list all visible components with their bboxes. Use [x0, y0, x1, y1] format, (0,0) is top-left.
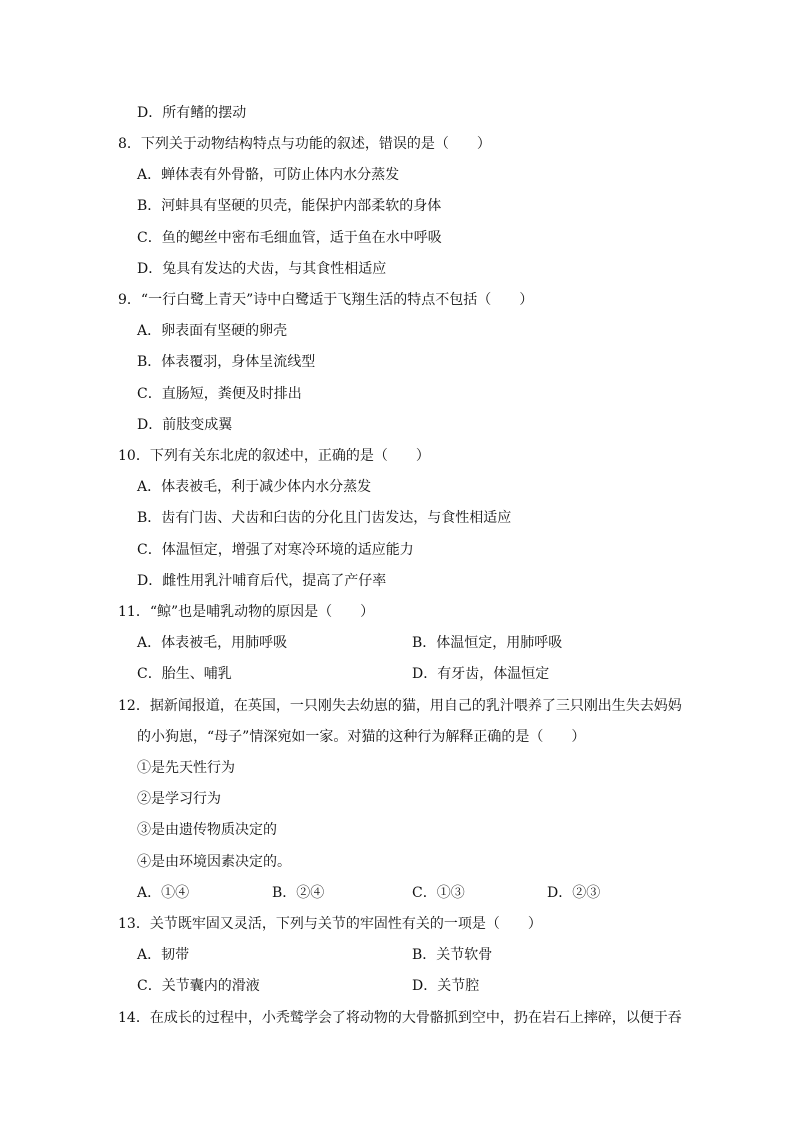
q9-option-c: C．直肠短，粪便及时排出: [137, 386, 302, 402]
q8-option-d: D．兔具有发达的犬齿，与其食性相适应: [137, 261, 387, 277]
q9-option-b: B．体表覆羽，身体呈流线型: [137, 354, 316, 370]
q12-option-d: D．②③: [547, 885, 601, 901]
q12-option-a: A．①④: [137, 885, 190, 901]
q13-option-a: A．韧带: [137, 947, 190, 963]
q12-statement-3: ③是由遗传物质决定的: [137, 822, 277, 838]
q13-option-c: C．关节囊内的滑液: [137, 978, 260, 994]
q8-option-b: B．河蚌具有坚硬的贝壳，能保护内部柔软的身体: [137, 198, 442, 214]
q11-option-d: D．有牙齿，体温恒定: [412, 666, 550, 682]
q10-option-b: B．齿有门齿、犬齿和臼齿的分化且门齿发达，与食性相适应: [137, 510, 512, 526]
q11-stem: 11．“鲸”也是哺乳动物的原因是（ ）: [118, 604, 375, 620]
q8-option-c: C．鱼的鳃丝中密布毛细血管，适于鱼在水中呼吸: [137, 230, 442, 246]
q10-option-d: D．雌性用乳汁哺育后代，提高了产仔率: [137, 573, 387, 589]
q11-option-a: A．体表被毛，用肺呼吸: [137, 635, 288, 651]
q9-option-d: D．前肢变成翼: [137, 417, 233, 433]
q11-option-c: C．胎生、哺乳: [137, 666, 232, 682]
q13-option-b: B．关节软骨: [412, 947, 493, 963]
q13-stem: 13．关节既牢固又灵活，下列与关节的牢固性有关的一项是（ ）: [118, 916, 542, 932]
q7-option-d: D．所有鳍的摆动: [137, 105, 247, 121]
q10-option-a: A．体表被毛，利于减少体内水分蒸发: [137, 479, 372, 495]
q12-statement-1: ①是先天性行为: [137, 760, 235, 776]
q9-option-a: A．卵表面有坚硬的卵壳: [137, 323, 288, 339]
q12-stem-line1: 12．据新闻报道，在英国，一只刚失去幼崽的猫，用自己的乳汁喂养了三只刚出生失去妈妈: [118, 698, 682, 714]
q12-statement-4: ④是由环境因素决定的。: [137, 854, 291, 870]
q8-option-a: A．蝉体表有外骨骼，可防止体内水分蒸发: [137, 167, 400, 183]
q9-stem: 9．“一行白鹭上青天”诗中白鹭适于飞翔生活的特点不包括（ ）: [118, 292, 534, 308]
q12-statement-2: ②是学习行为: [137, 791, 221, 807]
q12-option-c: C．①③: [412, 885, 465, 901]
q10-stem: 10．下列有关东北虎的叙述中，正确的是（ ）: [118, 448, 430, 464]
q12-stem-line2: 的小狗崽，“母子”情深宛如一家。对猫的这种行为解释正确的是（ ）: [137, 729, 586, 745]
q8-stem: 8．下列关于动物结构特点与功能的叙述，错误的是（ ）: [118, 136, 491, 152]
q14-stem-line1: 14．在成长的过程中，小秃鹫学会了将动物的大骨骼抓到空中，扔在岩石上摔碎，以便于吞: [118, 1010, 682, 1026]
q13-option-d: D．关节腔: [412, 978, 480, 994]
q11-option-b: B．体温恒定，用肺呼吸: [412, 635, 563, 651]
q12-option-b: B．②④: [272, 885, 325, 901]
q10-option-c: C．体温恒定，增强了对寒冷环境的适应能力: [137, 542, 414, 558]
